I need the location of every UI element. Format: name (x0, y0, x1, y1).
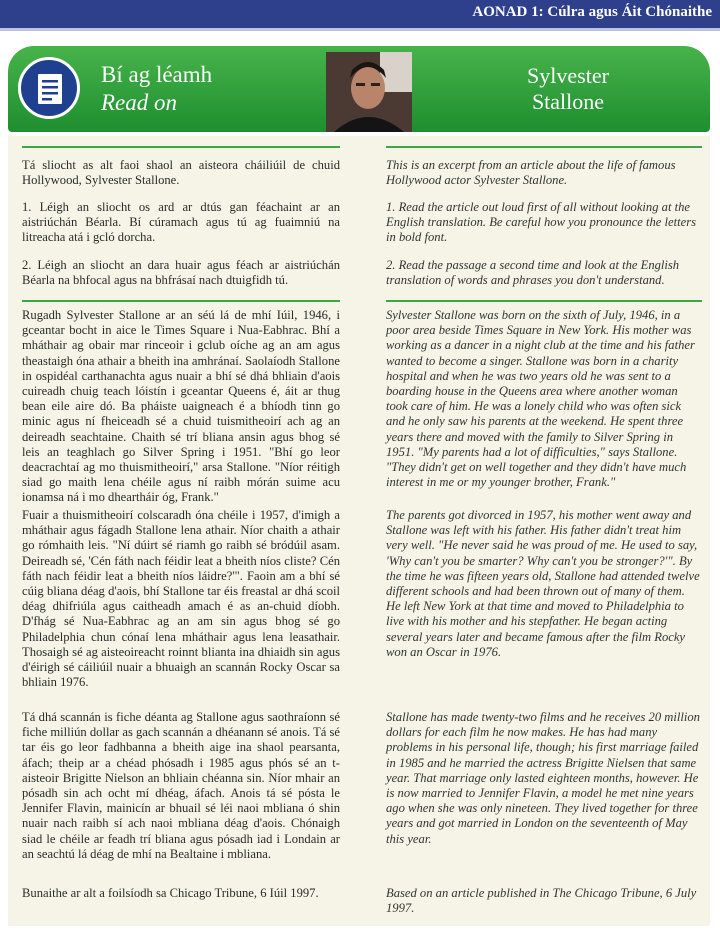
source-note: Based on an article published in The Chicago Tribune, 6 July 1997. (386, 886, 697, 916)
body-english-3 (386, 710, 702, 847)
divider (386, 146, 702, 148)
unit-title: AONAD 1: Cúlra agus Áit Chónaithe (472, 4, 712, 20)
body-english-1 (386, 308, 702, 490)
divider (22, 146, 340, 148)
body-paragraph: Fuair a thuismitheoirí colscaradh óna chéile i 1957, d'imigh a mháthair agus fágadh Stallone lena athair. Níor chaith a athair go rómhaith leis. "Ní dúirt sé riamh go raibh sé bródúil asam. Deireadh sé, 'Cén fáth nach féidir leat a bheith níos cliste? Cén fáth nach féidir leat a bheith níos láidre?'". Faoin am a bhí sé cúig bliana déag d'aois, bhí Stallone tar éis freastal ar dhá scoil déag dhifriúla agus caitheadh amach é as an-chuid díobh. D'fhág sé Nua-Eabhrac ag an am sin agus bhog sé go Philadelphia chun cónaí lena mháthair agus lena leasathair. Thosaigh sé ag aisteoireacht roinnt blianta ina dhiaidh sin agus d'éirigh sé cáiliúil nuair a bhuaigh an scannán Rocky Oscar sa bhliain 1976. (22, 508, 340, 690)
section-title-english: Read on (101, 90, 178, 115)
body-paragraph: Rugadh Sylvester Stallone ar an séú lá de mhí Iúil, 1946, i gceantar bocht in aice le Times Square i Nua-Eabhrac. Bhí a mháthair ag obair mar rinceoir i gclub oíche ag an am agus theastaigh óna athair a bheith ina amhránaí. Saolaíodh Stallone in ospidéal carthanachta agus nuair a bhí sé dhá bhliain d'aois cuireadh chuig teach lóistín i gceantar Queens é, áit ar thug bean eile aire dó. Ba pháiste uaigneach é a bhíodh tinn go minic agus ní fheiceadh sé a chuid tuismitheoirí ach ag an deireadh seachtaine. Chaith sé trí bliana ansin agus bhog sé leis an teaghlach go Silver Spring i 1951. "Bhí go leor deacrachtaí ag mo thuismitheoirí," arsa Stallone. "Níor réitigh siad go maith lena chéile agus ní raibh mórán suime acu ionamsa ná i mo dheartháir óg, Frank." (22, 308, 340, 505)
section-banner (8, 46, 710, 132)
source-note: Bunaithe ar alt a foilsíodh sa Chicago Tribune, 6 Iúil 1997. (22, 886, 319, 900)
body-paragraph: Sylvester Stallone was born on the sixth of July, 1946, in a poor area beside Times Square in New York. His mother was working as a dancer in a night club at the time and his father wanted to become a singer. Stallone was born in a charity hospital and when he was two years old he was sent to a boarding house in the Queens area where another woman took care of him. He was a lonely child who was often sick and he only saw his parents at the weekend. He spent three years there and moved with the family to Silver Spring in 1951. "My parents had a lot of difficulties," says Stallone. "They didn't get on well together and they didn't have much interest in me or my younger brother, Frank." (386, 308, 695, 490)
subject-name-last: Stallone (531, 89, 605, 114)
divider (22, 300, 340, 302)
section-title-irish: Bí ag léamh (101, 62, 213, 87)
intro-english (386, 158, 702, 188)
body-irish-3 (22, 710, 340, 862)
source-irish (22, 886, 340, 901)
divider (386, 300, 702, 302)
reading-panel (8, 136, 710, 926)
instruction-irish-1 (22, 200, 340, 246)
instruction-irish-2 (22, 258, 340, 288)
source-english (386, 886, 702, 916)
instruction-text: 1. Léigh an sliocht os ard ar dtús gan féachaint ar an aistriúchán Béarla. Bí cúramach agus tú ag fuaimniú na litreacha atá i gcló dorcha. (22, 200, 340, 245)
body-english-2 (386, 508, 702, 660)
body-irish-2 (22, 508, 340, 690)
body-paragraph: The parents got divorced in 1957, his mother went away and Stallone was left with his father. His father didn't treat him very well. "He never said he was proud of me. He used to say, 'Why can't you be smarter? Why can't you be stronger?'". By the time he was fifteen years old, Stallone had attended twelve different schools and had been thrown out of many of them. He left New York at that time and moved to Philadelphia to live with his mother and his stepfather. He began acting several years later and became famous after the film Rocky won an Oscar in 1976. (386, 508, 700, 659)
body-irish-1 (22, 308, 340, 506)
body-paragraph: Tá dhá scannán is fiche déanta ag Stallone agus saothraíonn sé fiche milliún dollar as gach scannán a dhéanann sé anois. Tá sé tar éis go leor fadhbanna a bheith aige ina shaol pearsanta, áfach; theip ar a chéad phósadh i 1985 agus phós sé an t-aisteoir Brigitte Nielson an bhliain chéanna sin. Níor mhair an pósadh sin ach ocht mí dhéag, áfach. Anois tá sé pósta le Jennifer Flavin, mainicín ar bhuail sé léi naoi mbliana ó shin nuair nach raibh sí ach naoi mbliana déag d'aois. Chónaigh siad le chéile ar feadh trí bliana agus pósadh iad i Londain ar an seachtú lá déag de mhí na Bealtaine i mbliana. (22, 710, 340, 861)
instruction-english-1 (386, 200, 702, 246)
portrait-photo (326, 52, 412, 132)
instruction-text: 2. Read the passage a second time and look at the English translation of words and phrases you don't understand. (386, 258, 680, 288)
subject-name-first: Sylvester (527, 63, 609, 88)
instruction-english-2 (386, 258, 702, 288)
instruction-text: 1. Read the article out loud first of all without looking at the English translation. Be careful how you pronounce the letters in bold font. (386, 200, 697, 245)
intro-irish (22, 158, 340, 188)
instruction-text: 2. Léigh an sliocht an dara huair agus féach ar aistriúchán Béarla na bhfocal agus na bhfrásaí nach dtuigfidh tú. (22, 258, 340, 288)
unit-header-bar (0, 0, 720, 31)
intro-paragraph: Tá sliocht as alt faoi shaol an aisteora cháiliúil de chuid Hollywood, Sylvester Stallone. (22, 158, 340, 188)
body-paragraph: Stallone has made twenty-two films and he receives 20 million dollars for each film he now makes. He has had many problems in his personal life, though; his first marriage failed in 1985 and he married the actress Brigitte Nielsen that same year. That marriage only lasted eighteen months, however. He is now married to Jennifer Flavin, a model he met nine years ago when she was only nineteen. They lived together for three years and got married in London on the seventeenth of May this year. (386, 710, 700, 846)
document-icon (18, 57, 80, 119)
intro-paragraph: This is an excerpt from an article about the life of famous Hollywood actor Sylvester Stallone. (386, 158, 676, 188)
